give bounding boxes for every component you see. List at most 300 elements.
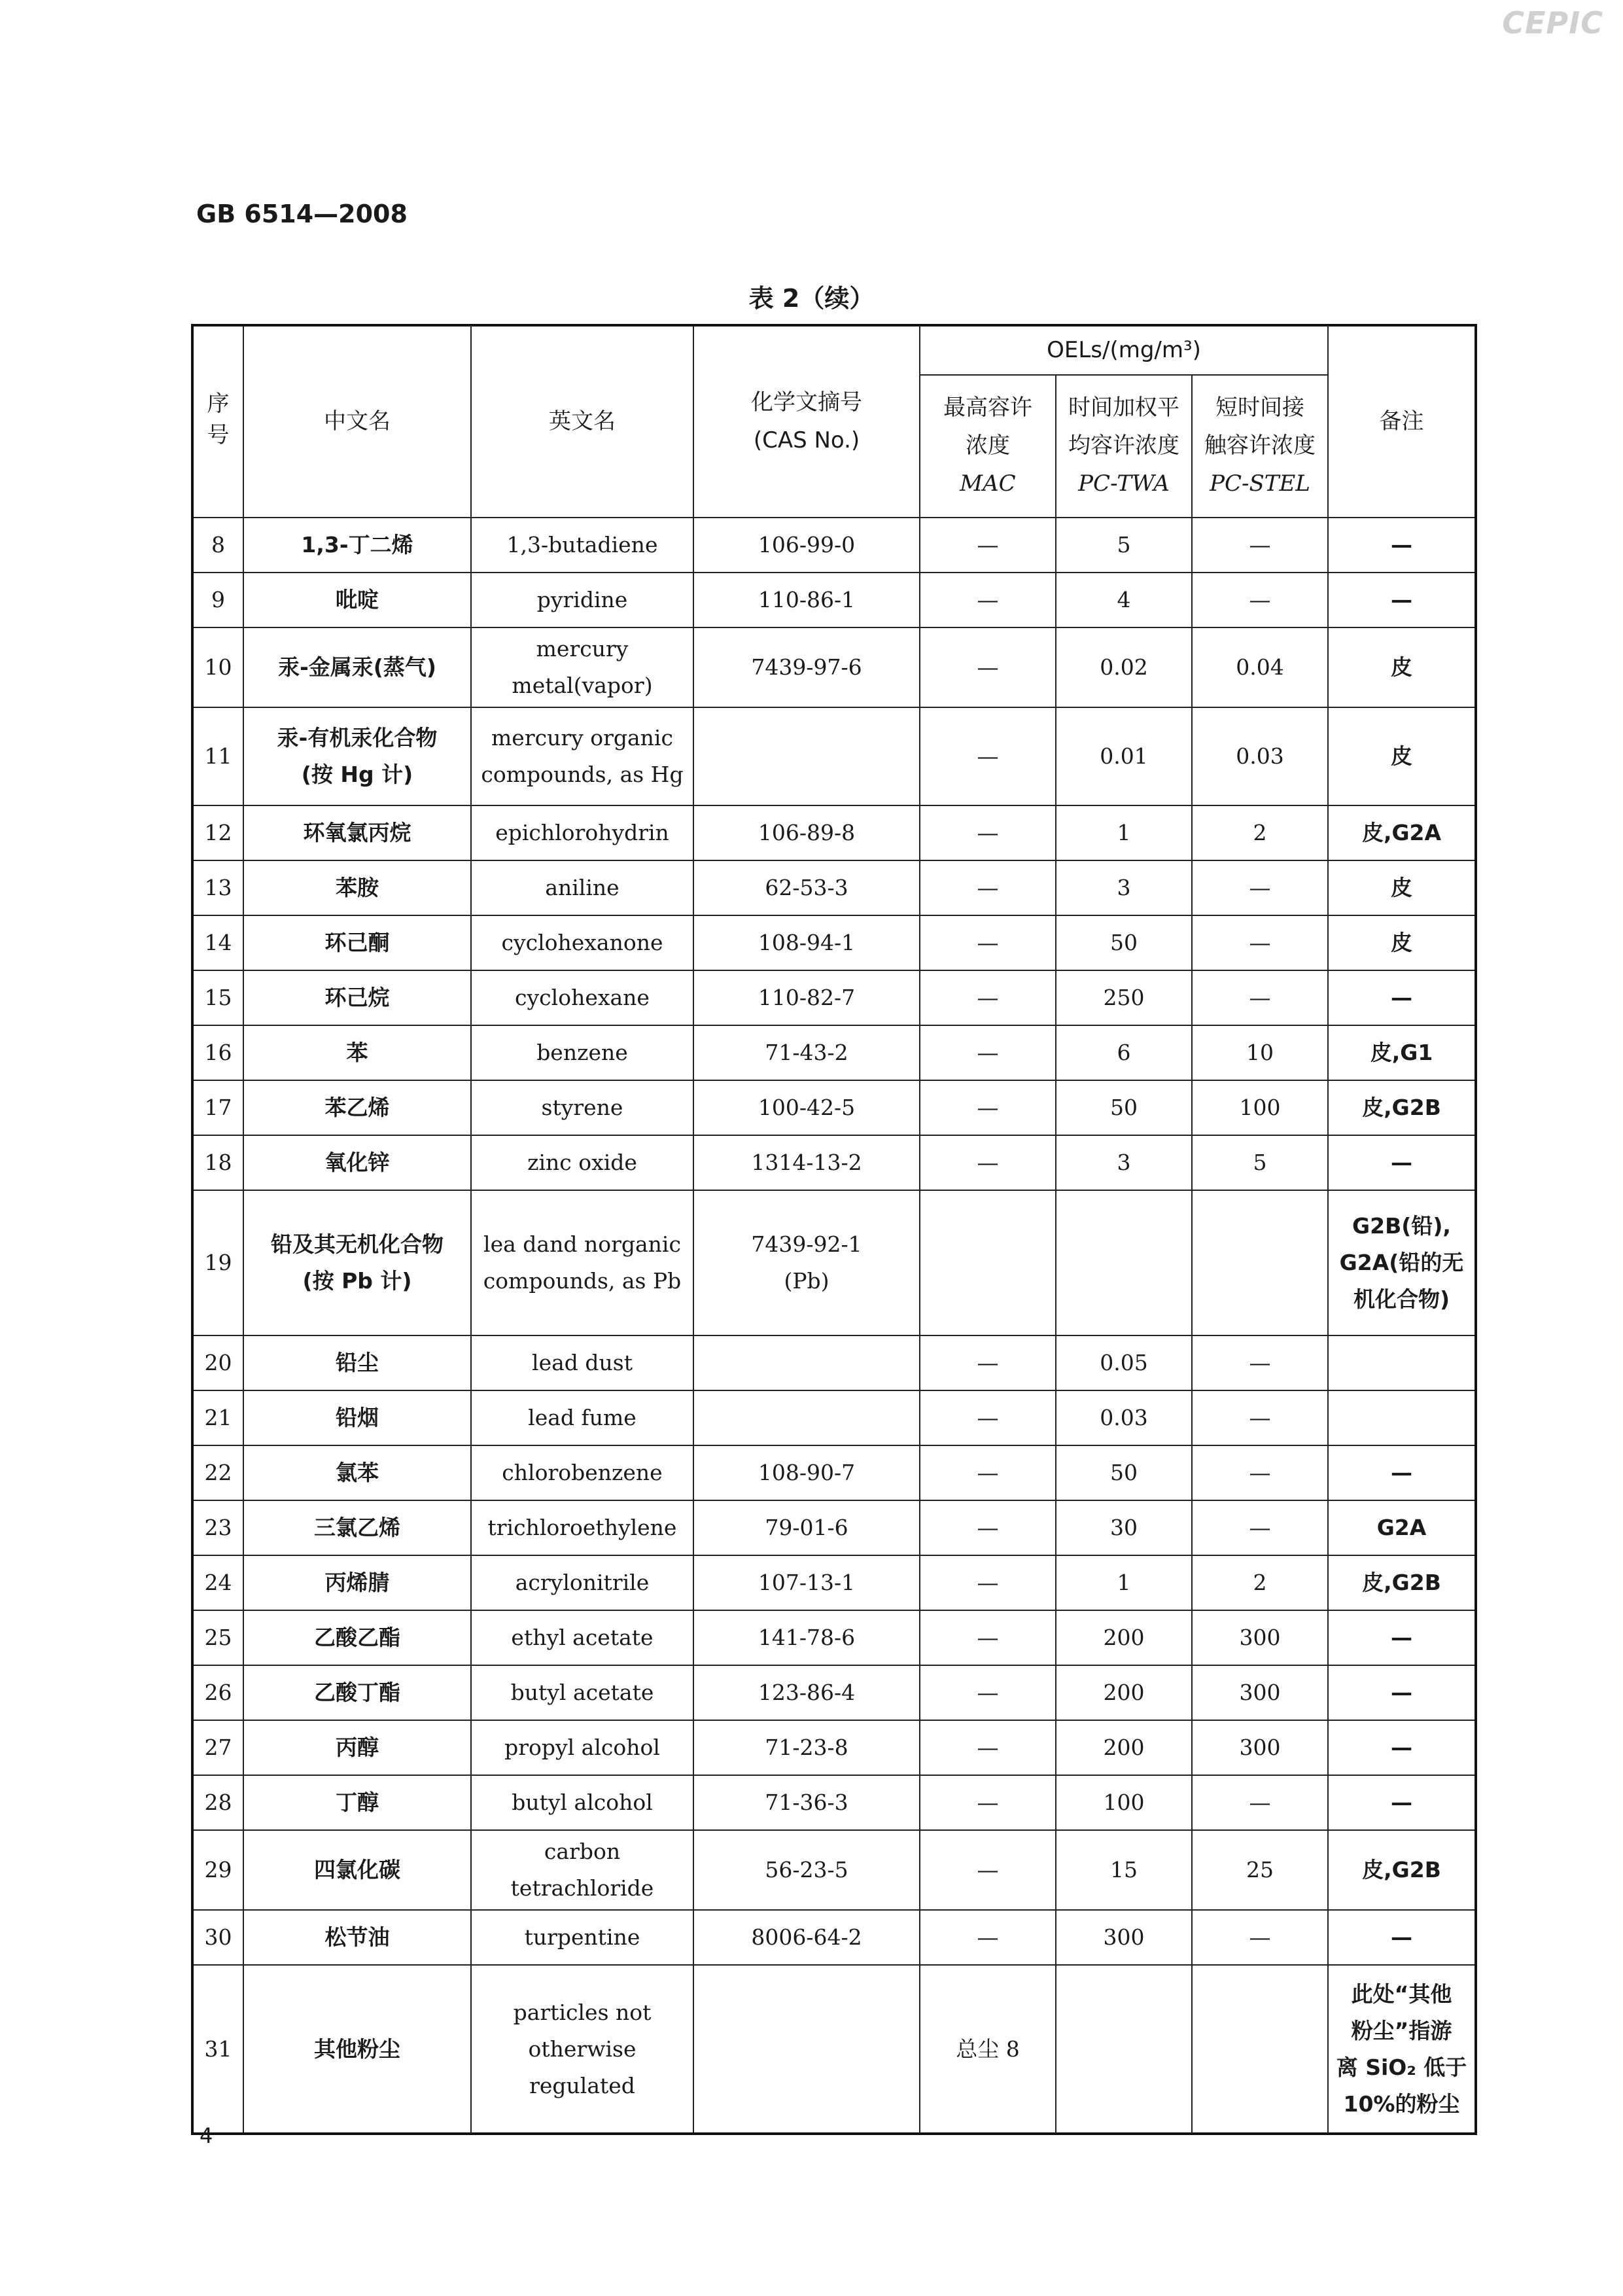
cell-cas-line: 141-78-6 [758, 1625, 856, 1651]
cell-note [1328, 1190, 1476, 1335]
cell-cas [693, 1135, 920, 1190]
cell-cn [243, 1135, 471, 1190]
cell-cn [243, 915, 471, 970]
cell-stel: 10 [1192, 1025, 1328, 1080]
table-row [192, 1610, 1476, 1665]
table-row [192, 1910, 1476, 1965]
cell-mac: — [920, 1445, 1056, 1500]
table-row [192, 518, 1476, 573]
cell-mac: — [920, 1665, 1056, 1720]
col-header-en-name: 英文名 [471, 325, 693, 518]
cell-twa: 3 [1056, 1135, 1192, 1190]
cell-note [1328, 627, 1476, 707]
cell-cas [693, 1445, 920, 1500]
cell-twa: 4 [1056, 573, 1192, 627]
cell-cas [693, 1830, 920, 1910]
cell-cn [243, 1910, 471, 1965]
cell-stel: 100 [1192, 1080, 1328, 1135]
cell-twa [1056, 1965, 1192, 2134]
cell-en-line: lead dust [532, 1350, 633, 1376]
cell-note-line: — [1391, 1735, 1412, 1761]
cell-mac: — [920, 1135, 1056, 1190]
cell-seq: 24 [192, 1555, 243, 1610]
cell-en-line: propyl alcohol [504, 1735, 660, 1761]
cell-note [1328, 1555, 1476, 1610]
cell-twa: 200 [1056, 1665, 1192, 1720]
cell-note [1328, 1665, 1476, 1720]
col-header-twa-line: 均容许浓度 [1068, 433, 1179, 459]
cell-en [471, 1135, 693, 1190]
cell-seq: 30 [192, 1910, 243, 1965]
cell-note [1328, 1830, 1476, 1910]
cell-cas [693, 518, 920, 573]
cell-en-line: chlorobenzene [502, 1460, 663, 1486]
cell-en-line: acrylonitrile [515, 1570, 650, 1596]
table-row [192, 1500, 1476, 1555]
cell-cn [243, 573, 471, 627]
cell-stel: — [1192, 1445, 1328, 1500]
cell-cn [243, 1555, 471, 1610]
cell-note [1328, 573, 1476, 627]
cell-seq: 22 [192, 1445, 243, 1500]
col-header-cas-line: 化学文摘号 [751, 389, 862, 415]
cell-stel: — [1192, 1390, 1328, 1445]
table-row [192, 1080, 1476, 1135]
cell-note [1328, 518, 1476, 573]
col-header-stel-line: 触容许浓度 [1204, 433, 1316, 459]
cell-cn-line: 丙醇 [336, 1735, 379, 1761]
cell-cas [693, 573, 920, 627]
cell-en [471, 970, 693, 1025]
cell-mac: — [920, 915, 1056, 970]
cell-twa: 50 [1056, 915, 1192, 970]
cell-stel: — [1192, 1335, 1328, 1390]
cell-twa: 0.01 [1056, 707, 1192, 805]
cell-en-line: compounds, as Pb [483, 1268, 682, 1294]
cell-cas-line: (Pb) [784, 1268, 829, 1294]
cell-cn-line: 铅烟 [336, 1405, 379, 1431]
cell-note-line: 皮 [1391, 930, 1412, 956]
cell-stel: 0.03 [1192, 707, 1328, 805]
cell-stel: — [1192, 1910, 1328, 1965]
cell-seq: 11 [192, 707, 243, 805]
cell-cn [243, 805, 471, 860]
cell-cas [693, 1335, 920, 1390]
cell-seq: 20 [192, 1335, 243, 1390]
cell-note-line: — [1391, 985, 1412, 1011]
cell-note-line: — [1391, 531, 1412, 557]
cell-cn-line: 乙酸丁酯 [314, 1680, 400, 1706]
cell-seq: 9 [192, 573, 243, 627]
cell-cas [693, 1390, 920, 1445]
cell-mac: — [920, 805, 1056, 860]
cell-en [471, 1665, 693, 1720]
table-row [192, 1965, 1476, 2134]
cell-note [1328, 860, 1476, 915]
cell-cn [243, 1445, 471, 1500]
cell-cn-line: 四氯化碳 [314, 1857, 400, 1883]
cell-note-line: — [1391, 1625, 1412, 1651]
cell-mac: — [920, 1610, 1056, 1665]
cell-cn-line: 环氧氯丙烷 [303, 820, 411, 846]
cell-stel: 2 [1192, 805, 1328, 860]
cell-seq: 10 [192, 627, 243, 707]
cell-en-line: mercury organic [491, 725, 673, 751]
cell-cn-line: 铅及其无机化合物 [271, 1231, 444, 1258]
cell-note-line: G2A [1376, 1515, 1427, 1541]
cell-en-line: aniline [545, 875, 620, 901]
table-caption: 表 2（续） [748, 284, 875, 313]
cell-en [471, 860, 693, 915]
cell-mac: — [920, 1025, 1056, 1080]
cell-cn [243, 518, 471, 573]
cell-cas [693, 860, 920, 915]
cell-cas [693, 1720, 920, 1775]
cell-seq: 29 [192, 1830, 243, 1910]
cell-cn-line: 铅尘 [336, 1350, 379, 1376]
cell-en [471, 915, 693, 970]
cell-cn-line: 苯乙烯 [324, 1095, 390, 1121]
cell-note-line: 10%的粉尘 [1343, 2091, 1460, 2117]
cell-seq: 26 [192, 1665, 243, 1720]
cell-en [471, 1965, 693, 2134]
cell-note-line: — [1391, 1680, 1412, 1706]
cell-twa [1056, 1190, 1192, 1335]
cell-cas [693, 707, 920, 805]
cell-note [1328, 1500, 1476, 1555]
table-row [192, 860, 1476, 915]
table-row [192, 1390, 1476, 1445]
cell-stel: 25 [1192, 1830, 1328, 1910]
cell-twa: 6 [1056, 1025, 1192, 1080]
cell-mac: — [920, 1720, 1056, 1775]
cell-cn [243, 860, 471, 915]
cell-cn [243, 1665, 471, 1720]
col-header-stel-line: PC-STEL [1210, 470, 1310, 497]
col-header-mac-line: 浓度 [966, 433, 1010, 459]
cell-cas-line: 108-90-7 [758, 1460, 856, 1486]
cell-note-line: — [1391, 1790, 1412, 1816]
page-number: 4 [200, 2123, 213, 2148]
table-row [192, 627, 1476, 707]
cell-note [1328, 1135, 1476, 1190]
col-header-mac-line: MAC [960, 470, 1016, 497]
cell-note-line: 皮 [1391, 875, 1412, 901]
cell-mac: — [920, 1080, 1056, 1135]
cell-mac: — [920, 518, 1056, 573]
cell-mac: — [920, 1830, 1056, 1910]
cell-en [471, 1610, 693, 1665]
cell-cn-line: 氯苯 [336, 1460, 379, 1486]
table-row [192, 1775, 1476, 1830]
table-row [192, 1665, 1476, 1720]
cell-twa: 1 [1056, 1555, 1192, 1610]
cell-cn [243, 1390, 471, 1445]
cell-mac: — [920, 860, 1056, 915]
cell-cas-line: 79-01-6 [765, 1515, 848, 1541]
cell-en [471, 1720, 693, 1775]
cell-cas [693, 1555, 920, 1610]
cell-cn-line: 丙烯腈 [324, 1570, 390, 1596]
table-row [192, 1720, 1476, 1775]
cell-cas-line: 56-23-5 [765, 1857, 848, 1883]
cell-cn [243, 1190, 471, 1335]
cell-cas [693, 915, 920, 970]
cell-cn-line: 其他粉尘 [314, 2036, 400, 2062]
cell-note-line: — [1391, 1150, 1412, 1176]
standard-code: GB 6514—2008 [196, 200, 408, 228]
cell-stel: — [1192, 1500, 1328, 1555]
cell-stel: 5 [1192, 1135, 1328, 1190]
cell-stel: — [1192, 860, 1328, 915]
cell-cn-line: 丁醇 [336, 1790, 379, 1816]
cell-mac: — [920, 707, 1056, 805]
cell-note [1328, 1445, 1476, 1500]
table-row [192, 915, 1476, 970]
cell-en-line: carbon tetrachloride [510, 1839, 654, 1901]
cell-en-line: ethyl acetate [511, 1625, 654, 1651]
cell-cas [693, 805, 920, 860]
cell-seq: 12 [192, 805, 243, 860]
cell-cas-line: 71-36-3 [765, 1790, 848, 1816]
cell-cas-line: 123-86-4 [758, 1680, 856, 1706]
cell-note-line: 皮,G2A [1361, 820, 1442, 846]
table-row [192, 573, 1476, 627]
cell-seq: 16 [192, 1025, 243, 1080]
cell-note [1328, 1720, 1476, 1775]
cell-cas-line: 100-42-5 [758, 1095, 856, 1121]
cell-cas [693, 1190, 920, 1335]
col-header-stel-line: 短时间接 [1215, 395, 1304, 421]
cell-note [1328, 1965, 1476, 2134]
cell-mac: 总尘 8 [920, 1965, 1056, 2134]
cell-note-line: 皮 [1391, 743, 1412, 769]
col-header-seq: 序号 [192, 325, 243, 518]
cell-note-line: G2B(铅), [1352, 1213, 1451, 1239]
cell-en-line: cyclohexane [515, 985, 650, 1011]
cell-seq: 17 [192, 1080, 243, 1135]
cell-cas-line: 1314-13-2 [751, 1150, 862, 1176]
cell-en [471, 1775, 693, 1830]
cell-seq: 18 [192, 1135, 243, 1190]
cell-note-line: 皮 [1391, 654, 1412, 680]
cell-cn [243, 1610, 471, 1665]
cell-note [1328, 1335, 1476, 1390]
col-header-twa-line: 时间加权平 [1068, 395, 1179, 421]
cell-twa: 0.03 [1056, 1390, 1192, 1445]
cell-mac: — [920, 1335, 1056, 1390]
cell-cn-line: 苯胺 [336, 875, 379, 901]
cell-note-line: — [1391, 1924, 1412, 1951]
cell-en [471, 1500, 693, 1555]
cell-en-line: 1,3-butadiene [506, 531, 658, 557]
table-body [192, 518, 1476, 2134]
cell-mac: — [920, 1775, 1056, 1830]
cell-twa: 200 [1056, 1720, 1192, 1775]
cell-note [1328, 805, 1476, 860]
cell-cas-line: 110-86-1 [758, 586, 856, 612]
cell-stel: 300 [1192, 1610, 1328, 1665]
cell-mac: — [920, 1390, 1056, 1445]
col-header-mac-line: 最高容许 [943, 395, 1032, 421]
cell-note [1328, 915, 1476, 970]
cell-en [471, 1335, 693, 1390]
cell-en-line: cyclohexanone [501, 930, 663, 956]
cell-en-line: butyl acetate [510, 1680, 654, 1706]
cell-note-line: 离 SiO₂ 低于 [1336, 2054, 1467, 2080]
cell-cas-line: 107-13-1 [758, 1570, 856, 1596]
cell-cas-line: 71-43-2 [765, 1040, 848, 1066]
cell-stel [1192, 1190, 1328, 1335]
cell-note [1328, 1390, 1476, 1445]
cell-en-line: trichloroethylene [487, 1515, 677, 1541]
cell-en [471, 1555, 693, 1610]
cell-seq: 31 [192, 1965, 243, 2134]
cell-seq: 27 [192, 1720, 243, 1775]
col-header-note: 备注 [1328, 325, 1476, 518]
cell-note-line: 皮,G2B [1362, 1095, 1441, 1121]
cell-en-line: zinc oxide [527, 1150, 637, 1176]
cell-note-line: 此处“其他 [1351, 1981, 1452, 2007]
cell-cas [693, 1965, 920, 2134]
cell-cas [693, 1910, 920, 1965]
cell-en-line: epichlorohydrin [495, 820, 669, 846]
cell-en-line: turpentine [524, 1924, 640, 1951]
table-row [192, 1135, 1476, 1190]
cell-seq: 28 [192, 1775, 243, 1830]
cell-cas-line: 106-99-0 [758, 531, 856, 557]
cell-en [471, 1080, 693, 1135]
cell-stel: 300 [1192, 1665, 1328, 1720]
cell-cas-line: 110-82-7 [758, 985, 856, 1011]
cell-stel: — [1192, 970, 1328, 1025]
col-header-cas-line: (CAS No.) [753, 427, 860, 453]
col-header-twa-line: PC-TWA [1078, 470, 1170, 497]
cell-en [471, 573, 693, 627]
cell-cas [693, 1025, 920, 1080]
cell-en-line: otherwise regulated [528, 2036, 637, 2098]
cell-mac: — [920, 1555, 1056, 1610]
cell-twa: 0.02 [1056, 627, 1192, 707]
cell-mac: — [920, 970, 1056, 1025]
cell-twa: 300 [1056, 1910, 1192, 1965]
watermark-logo: CEPIC [1502, 5, 1603, 41]
cell-seq: 23 [192, 1500, 243, 1555]
cell-mac: — [920, 1500, 1056, 1555]
cell-stel: — [1192, 1775, 1328, 1830]
cell-seq: 14 [192, 915, 243, 970]
cell-cn [243, 1720, 471, 1775]
col-header-stel [1192, 375, 1328, 518]
cell-seq: 21 [192, 1390, 243, 1445]
col-header-oels-group: OELs/(mg/m³) [920, 325, 1328, 375]
cell-cn-line: 三氯乙烯 [314, 1515, 400, 1541]
cell-mac: — [920, 573, 1056, 627]
cell-cn [243, 1965, 471, 2134]
col-header-cn-name: 中文名 [243, 325, 471, 518]
table-row [192, 970, 1476, 1025]
cell-cn [243, 1025, 471, 1080]
cell-seq: 8 [192, 518, 243, 573]
cell-cn [243, 1080, 471, 1135]
cell-note-line: 粉尘”指游 [1351, 2017, 1452, 2043]
cell-stel: — [1192, 915, 1328, 970]
cell-en-line: compounds, as Hg [481, 762, 684, 788]
cell-note-line: 皮,G1 [1370, 1040, 1433, 1066]
cell-cn-line: 环己酮 [324, 930, 390, 956]
cell-en [471, 627, 693, 707]
cell-cas-line: 108-94-1 [758, 930, 856, 956]
cell-en [471, 805, 693, 860]
cell-en [471, 1830, 693, 1910]
cell-note [1328, 970, 1476, 1025]
cell-twa: 5 [1056, 518, 1192, 573]
cell-cas-line: 7439-97-6 [751, 654, 862, 680]
cell-cn [243, 1500, 471, 1555]
cell-cn-line: (按 Hg 计) [301, 762, 413, 788]
cell-en-line: styrene [541, 1095, 623, 1121]
cell-cas [693, 970, 920, 1025]
cell-stel: 2 [1192, 1555, 1328, 1610]
cell-cas [693, 1610, 920, 1665]
cell-note [1328, 1080, 1476, 1135]
cell-en [471, 1910, 693, 1965]
cell-seq: 15 [192, 970, 243, 1025]
cell-cn [243, 970, 471, 1025]
table-row [192, 805, 1476, 860]
table-row [192, 1335, 1476, 1390]
cell-twa: 250 [1056, 970, 1192, 1025]
cell-cn-line: 苯 [346, 1040, 368, 1066]
table-row [192, 1025, 1476, 1080]
cell-en-line: mercury metal(vapor) [512, 636, 653, 699]
cell-en-line: lea dand norganic [483, 1231, 681, 1258]
cell-twa: 1 [1056, 805, 1192, 860]
cell-cas [693, 1665, 920, 1720]
cell-cas [693, 1500, 920, 1555]
cell-mac: — [920, 1910, 1056, 1965]
col-header-mac [920, 375, 1056, 518]
cell-cas-line: 106-89-8 [758, 820, 856, 846]
cell-stel [1192, 1965, 1328, 2134]
cell-cn-line: 环己烷 [324, 985, 390, 1011]
cell-en-line: lead fume [528, 1405, 637, 1431]
cell-note-line: 机化合物) [1353, 1286, 1450, 1313]
cell-mac: — [920, 627, 1056, 707]
cell-cn-line: 1,3-丁二烯 [301, 531, 413, 557]
cell-cn-line: 松节油 [324, 1924, 390, 1951]
cell-cas-line: 71-23-8 [765, 1735, 848, 1761]
cell-twa: 200 [1056, 1610, 1192, 1665]
cell-en-line: pyridine [536, 586, 628, 612]
table-row [192, 1190, 1476, 1335]
cell-cn [243, 627, 471, 707]
cell-en [471, 518, 693, 573]
cell-cn [243, 707, 471, 805]
cell-note-line: 皮,G2B [1362, 1857, 1441, 1883]
table-row [192, 1445, 1476, 1500]
cell-en [471, 707, 693, 805]
cell-seq: 25 [192, 1610, 243, 1665]
cell-cn [243, 1335, 471, 1390]
cell-mac [920, 1190, 1056, 1335]
cell-twa: 0.05 [1056, 1335, 1192, 1390]
cell-en-line: benzene [536, 1040, 628, 1066]
table-row [192, 1830, 1476, 1910]
table-row [192, 707, 1476, 805]
cell-en [471, 1190, 693, 1335]
cell-cas-line: 8006-64-2 [751, 1924, 862, 1951]
